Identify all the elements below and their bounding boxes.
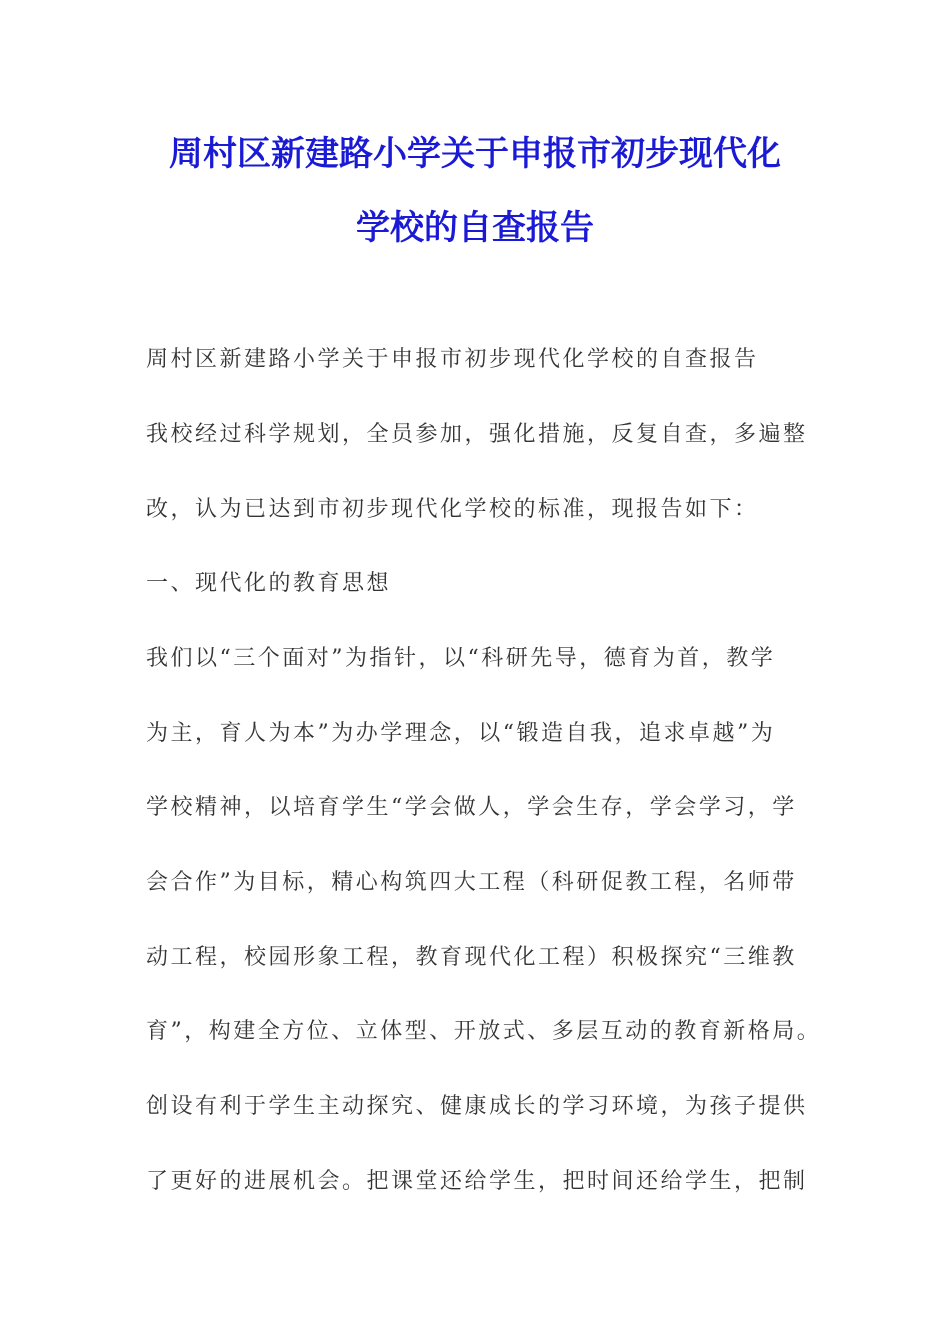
body-line-10: 育”，构建全方位、立体型、开放式、多层互动的教育新格局。 — [146, 1019, 822, 1044]
body-line-1: 周村区新建路小学关于申报市初步现代化学校的自查报告 — [146, 347, 759, 372]
body-line-11: 创设有利于学生主动探究、健康成长的学习环境，为孩子提供 — [146, 1094, 808, 1119]
body-line-7: 学校精神，以培育学生“学会做人，学会生存，学会学习，学 — [146, 795, 797, 820]
document-title-line-1: 周村区新建路小学关于申报市初步现代化 — [169, 134, 781, 174]
body-line-3: 改，认为已达到市初步现代化学校的标准，现报告如下： — [146, 497, 759, 522]
body-line-5: 我们以“三个面对”为指针，以“科研先导，德育为首，教学 — [146, 646, 776, 671]
body-line-8: 会合作”为目标，精心构筑四大工程（科研促教工程，名师带 — [146, 870, 797, 895]
body-line-2: 我校经过科学规划，全员参加，强化措施，反复自查，多遍整 — [146, 422, 808, 447]
body-line-6: 为主，育人为本”为办学理念，以“锻造自我，追求卓越”为 — [146, 721, 776, 746]
body-line-9: 动工程，校园形象工程，教育现代化工程）积极探究“三维教 — [146, 945, 797, 970]
document-title-line-2: 学校的自查报告 — [356, 208, 594, 248]
section-heading-1: 一、现代化的教育思想 — [146, 571, 392, 596]
body-line-12: 了更好的进展机会。把课堂还给学生，把时间还给学生，把制 — [146, 1169, 808, 1194]
